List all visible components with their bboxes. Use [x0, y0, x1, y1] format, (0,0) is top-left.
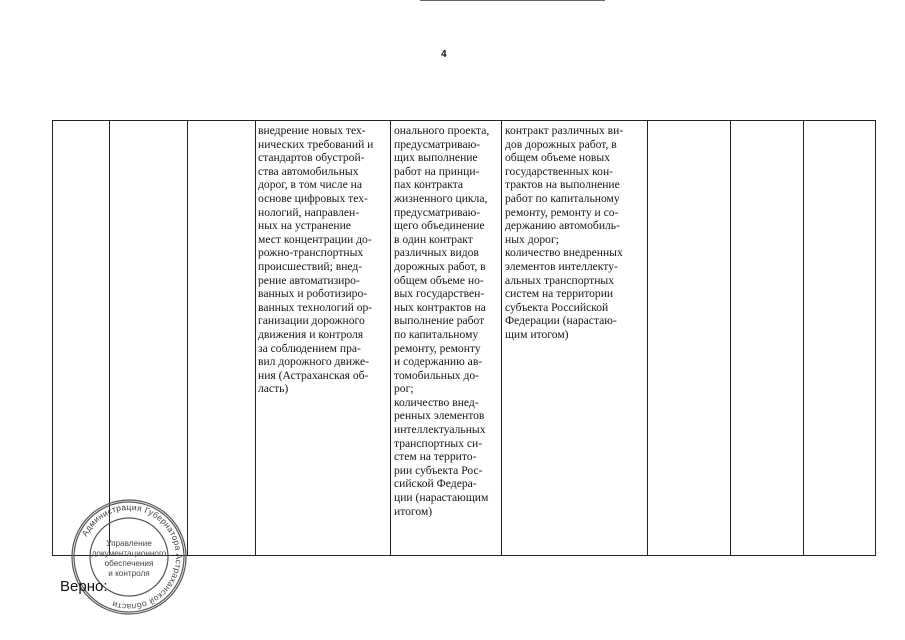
stamp-line: документационного [91, 549, 167, 558]
cell-measures: внедрение новых тех- нических требований и стандартов обустрой- ства автомобильных дорог, в том числе на основе цифровых тех- нологий, направлен- ных на устранение мест концентрации до- рожно-транспортных происшествий; внед- рение автоматизиро- ванных и роботизиро- ванных технологий ор- ганизации дорожного движения и контроля за соблюдением пра- вил дорожного движе- ния (Астраханская об- ласть) [258, 124, 374, 396]
column-divider [647, 121, 648, 555]
stamp-ring-text: Администрация Губернатора Астраханской области [79, 501, 185, 613]
page-number: 4 [441, 49, 447, 60]
cell-indicators-b: контракт различных ви- дов дорожных работ, в общем объеме новых государственных кон- трактов на выполнение работ по капитальному ремонту, ремонту и со- держанию автомобиль- ных дорог; количество внедренных элементов интеллекту- альных транспортных систем на территории субъекта Российской Федерации (нарастаю- щим итогом) [505, 124, 624, 341]
stamp-line: обеспечения [104, 559, 154, 568]
table [52, 120, 876, 556]
official-stamp [70, 498, 188, 616]
cell-indicators-a: онального проекта, предусматриваю- щих выполнение работ на принци- пах контракта жизненного цикла, предусматриваю- щего объединение в один контракт различных видов дорожных работ, в общем объеме но- вых государствен- ных контрактов на выполнение работ по капитальному ремонту, ремонту и содержанию ав- томобильных до- рог; количество внед- ренных элементов интеллектуальных транспортных си- стем на террито- рии субъекта Рос- сийской Федера- ции (нарастающим итогом) [394, 124, 490, 518]
column-divider [187, 121, 188, 555]
column-divider [109, 121, 110, 555]
column-divider [390, 121, 391, 555]
column-divider [255, 121, 256, 555]
column-divider [501, 121, 502, 555]
top-rule [420, 0, 605, 1]
stamp-line: Управление [106, 539, 152, 548]
column-divider [730, 121, 731, 555]
stamp-line: и контроля [108, 569, 150, 578]
certification-label: Верно: [60, 578, 108, 595]
column-divider [803, 121, 804, 555]
